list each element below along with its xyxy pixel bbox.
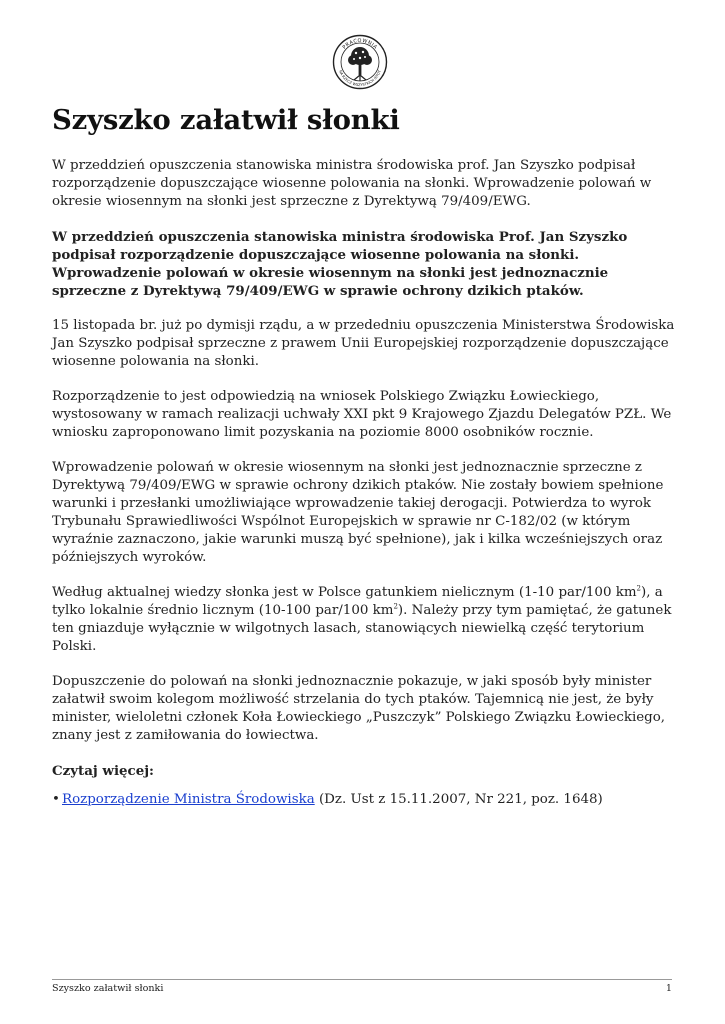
svg-text:NA RZECZ WSZYSTKICH ISTOT: NA RZECZ WSZYSTKICH ISTOT: [338, 69, 382, 88]
paragraph-5: Dopuszczenie do polowań na słonki jednoznacznie pokazuje, w jaki sposób były minister załatwił swoim kolegom możliwość strzelania do tych ptaków. Tajemnicą nie jest, że były minister, wieloletni członek Koła Łowieckiego „Puszczyk” Polskiego Związku Łowieckiego, znany jest z zamiłowania do łowiectwa.: [52, 674, 666, 743]
page-number: 1: [665, 983, 672, 994]
footer-title: Szyszko załatwił słonki: [52, 983, 164, 994]
seal-tree-logo-icon: [332, 34, 388, 90]
paragraph-4-part-c: ). Należy przy tym pamiętać, że gatunek ten gniazduje wyłącznie w wilgotnych lasach, stanowiących niewielką część terytorium Polski.: [52, 603, 672, 654]
superscript-2: 2: [393, 602, 398, 611]
paragraph-2: Rozporządzenie to jest odpowiedzią na wniosek Polskiego Związku Łowieckiego, wystosowany w ramach realizacji uchwały XXI pkt 9 Krajowego Zjazdu Delegatów PZŁ. We wniosku zaproponowano limit pozyskania na poziomie 8000 osobników rocznie.: [52, 389, 672, 440]
intro-paragraph: W przeddzień opuszczenia stanowiska ministra środowiska prof. Jan Szyszko podpisał rozporządzenie dopuszczające wiosenne polowania na słonki. Wprowadzenie polowań w okresie wiosennym na słonki jest sprzeczne z Dyrektywą 79/409/EWG.: [52, 158, 652, 209]
related-links-list: [52, 791, 677, 809]
paragraph-4-part-b: ), a tylko lokalnie średnio licznym (10-100 par/100 km: [52, 585, 663, 618]
superscript-2: 2: [636, 584, 642, 593]
read-more-heading: Czytaj więcej:: [52, 763, 155, 779]
page-title: Szyszko załatwił słonki: [52, 104, 400, 136]
paragraph-3: Wprowadzenie polowań w okresie wiosennym na słonki jest jednoznacznie sprzeczne z Dyrektywą 79/409/EWG w sprawie ochrony dzikich ptaków. Nie zostały bowiem spełnione warunki i przesłanki umożliwiające wprowadzenie takiej derogacji. Potwierdza to wyrok Trybunału Sprawiedliwości Wspólnot Europejskich w sprawie nr C-182/02 (w którym wyraźnie zaznaczono, jakie warunki muszą być spełnione), jak i kilka wcześniejszych oraz późniejszych wyroków.: [52, 460, 664, 565]
paragraph-1: 15 listopada br. już po dymisji rządu, a w przededniu opuszczenia Ministerstwa Środowiska Jan Szyszko podpisał sprzeczne z prawem Unii Europejskiej rozporządzenie dopuszczające wiosenne polowania na słonki.: [52, 318, 675, 369]
list-item: [52, 791, 677, 809]
page-footer: [52, 979, 672, 994]
paragraph-4-part-a: Według aktualnej wiedzy słonka jest w Polsce gatunkiem nielicznym (1-10 par/100 km: [52, 585, 637, 600]
link-note: (Dz. Ust z 15.11.2007, Nr 221, poz. 1648): [314, 792, 603, 807]
regulation-link[interactable]: Rozporządzenie Ministra Środowiska: [62, 792, 315, 807]
paragraph-4: [52, 584, 677, 656]
svg-text:PRACOWNIA: PRACOWNIA: [341, 37, 379, 51]
lead-paragraph: W przeddzień opuszczenia stanowiska ministra środowiska Prof. Jan Szyszko podpisał rozporządzenie dopuszczające wiosenne polowania na słonki. Wprowadzenie polowań w okresie wiosennym na słonki jest jednoznacznie sprzeczne z Dyrektywą 79/409/EWG w sprawie ochrony dzikich ptaków.: [52, 229, 628, 299]
article-body: [52, 157, 677, 809]
